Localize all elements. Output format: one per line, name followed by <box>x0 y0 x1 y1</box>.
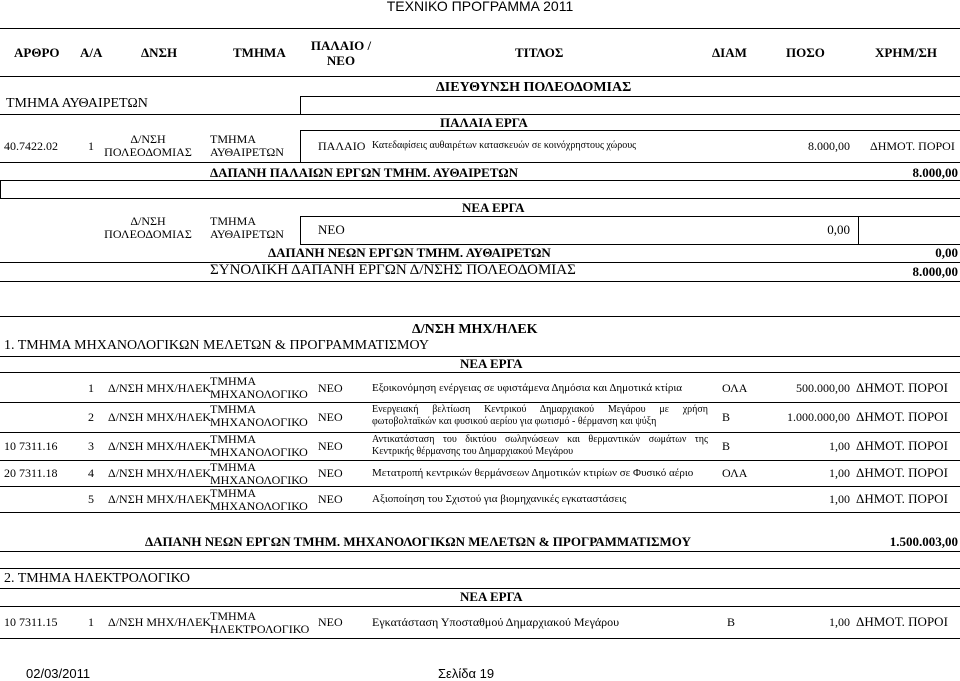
new-total-label: ΔΑΠΑΝΗ ΝΕΩΝ ΕΡΓΩΝ ΤΜΗΜ. ΑΥΘΑΙΡΕΤΩΝ <box>268 245 551 260</box>
diam-cell: ΟΛΑ <box>722 381 748 395</box>
amount-cell: 0,00 <box>827 222 850 237</box>
tmhma-cell-line2: ΑΥΘΑΙΡΕΤΩΝ <box>210 227 284 241</box>
tmhma-cell-line1: ΤΜΗΜΑ <box>210 432 257 446</box>
aa-cell: 1 <box>88 615 94 629</box>
title-cell-line1: Ενεργειακή βελτίωση Κεντρικού Δημαρχιακού Μεγάρου με χρήση <box>372 404 708 415</box>
section2-total-amount: 1.500.003,00 <box>889 534 958 549</box>
aa-cell: 3 <box>88 439 94 453</box>
tmhma-cell-line2: ΜΗΧΑΝΟΛΟΓΙΚΟ <box>210 499 308 513</box>
new-works-heading: ΝΕΑ ΕΡΓΑ <box>460 589 523 604</box>
type-cell: ΝΕΟ <box>318 492 343 506</box>
type-cell: ΝΕΟ <box>318 615 343 629</box>
dnsh-cell-line1: Δ/ΝΣΗ <box>130 214 166 228</box>
section2-total-label: ΔΑΠΑΝΗ ΝΕΩΝ ΕΡΓΩΝ ΤΜΗΜ. ΜΗΧΑΝΟΛΟΓΙΚΩΝ ΜΕΛΕΤΩΝ & ΠΡΟΓΡΑΜΜΑΤΙΣΜΟΥ <box>145 534 691 549</box>
rule <box>0 606 960 607</box>
old-works-heading: ΠΑΛΑΙΑ ΕΡΓΑ <box>440 115 528 130</box>
rule <box>0 568 960 569</box>
rule <box>300 96 301 114</box>
rule <box>858 216 859 244</box>
title-cell-line2: φωτοβολταϊκών και φυσικού αερίου για φωτισμό - θέρμανση και ψύξη <box>372 416 657 427</box>
tmhma-cell-line2: ΜΗΧΑΝΟΛΟΓΙΚΟ <box>210 473 308 487</box>
title-cell: Εγκατάσταση Υποσταθμού Δημαρχιακού Μεγάρου <box>372 615 620 629</box>
directorate-heading: ΔΙΕΥΘΥΝΣΗ ΠΟΛΕΟΔΟΜΙΑΣ <box>436 80 632 95</box>
rule <box>0 372 960 373</box>
aa-cell: 2 <box>88 410 94 424</box>
aa-cell: 5 <box>88 492 94 506</box>
rule <box>0 198 960 199</box>
header-top-border <box>0 28 960 29</box>
arthro-cell: 40.7422.02 <box>4 139 58 153</box>
grand-total-label: ΣΥΝΟΛΙΚΗ ΔΑΠΑΝΗ ΕΡΓΩΝ Δ/ΝΣΗΣ ΠΟΛΕΟΔΟΜΙΑΣ <box>210 262 576 278</box>
header-poso: ΠΟΣΟ <box>786 45 825 60</box>
amount-cell: 500.000,00 <box>796 381 850 395</box>
header-tmhma: ΤΜΗΜΑ <box>233 45 286 60</box>
tmhma-cell-line2: ΜΗΧΑΝΟΛΟΓΙΚΟ <box>210 387 308 401</box>
dnsh-cell: Δ/ΝΣΗ ΜΗΧ/ΗΛΕΚ <box>108 615 212 629</box>
dnsh-cell: Δ/ΝΣΗ ΜΗΧ/ΗΛΕΚ <box>108 492 212 506</box>
rule <box>0 180 960 181</box>
funding-cell: ΔΗΜΟΤ. ΠΟΡΟΙ <box>856 380 948 395</box>
type-cell: ΝΕΟ <box>318 439 343 453</box>
amount-cell: 8.000,00 <box>808 139 850 153</box>
row-divider <box>0 432 960 433</box>
dnsh-cell: Δ/ΝΣΗ ΜΗΧ/ΗΛΕΚ <box>108 410 212 424</box>
diam-cell: ΟΛΑ <box>722 466 748 480</box>
amount-cell: 1,00 <box>829 439 850 453</box>
amount-cell: 1.000.000,00 <box>787 410 850 424</box>
type-cell: ΝΕΟ <box>318 410 343 424</box>
dnsh-cell: Δ/ΝΣΗ ΜΗΧ/ΗΛΕΚ <box>108 466 212 480</box>
rule <box>300 216 301 244</box>
aa-cell: 1 <box>88 139 94 153</box>
rule <box>300 130 301 162</box>
dnsh-cell-line1: Δ/ΝΣΗ <box>130 132 166 146</box>
tmhma-cell-line2: ΗΛΕΚΤΡΟΛΟΓΙΚΟ <box>210 622 310 636</box>
type-cell: ΝΕΟ <box>318 381 343 395</box>
old-total-amount: 8.000,00 <box>912 165 958 180</box>
section-tmhma-title: ΤΜΗΜΑ ΑΥΘΑΙΡΕΤΩΝ <box>6 96 148 111</box>
funding-cell: ΔΗΜΟΤ. ΠΟΡΟΙ <box>856 438 948 453</box>
diam-cell: Β <box>722 410 731 424</box>
rule <box>0 638 960 639</box>
funding-cell: ΔΗΜΟΤ. ΠΟΡΟΙ <box>856 491 948 506</box>
title-cell: Εξοικονόμηση ενέργειας σε υφιστάμενα Δημόσια και Δημοτικά κτίρια <box>372 382 683 394</box>
aa-cell: 4 <box>88 466 94 480</box>
dnsh-cell-line2: ΠΟΛΕΟΔΟΜΙΑΣ <box>104 227 192 241</box>
header-xrhm: ΧΡΗΜ/ΣΗ <box>875 45 937 60</box>
rule <box>300 96 960 97</box>
title-cell: Κατεδαφίσεις αυθαιρέτων κατασκευών σε κοινόχρηστους χώρους <box>372 140 637 151</box>
header-palaio-neo-line1: ΠΑΛΑΙΟ / <box>310 38 372 53</box>
section-tmhma-title: 1. ΤΜΗΜΑ ΜΗΧΑΝΟΛΟΓΙΚΩΝ ΜΕΛΕΤΩΝ & ΠΡΟΓΡΑΜΜΑΤΙΣΜΟΥ <box>4 338 429 353</box>
directorate-heading: Δ/ΝΣΗ ΜΗΧ/ΗΛΕΚ <box>412 322 538 337</box>
header-aa: Α/Α <box>80 45 103 60</box>
footer-date: 02/03/2011 <box>26 666 91 681</box>
tmhma-cell-line2: ΜΗΧΑΝΟΛΟΓΙΚΟ <box>210 445 308 459</box>
tmhma-cell-line1: ΤΜΗΜΑ <box>210 460 257 474</box>
header-titlos: ΤΙΤΛΟΣ <box>515 45 564 60</box>
dnsh-cell: Δ/ΝΣΗ ΜΗΧ/ΗΛΕΚ <box>108 439 212 453</box>
row-divider <box>0 402 960 403</box>
tmhma-cell-line1: ΤΜΗΜΑ <box>210 486 257 500</box>
rule <box>300 216 960 217</box>
tmhma-cell-line2: ΜΗΧΑΝΟΛΟΓΙΚΟ <box>210 415 308 429</box>
title-cell-line1: Αντικατάσταση του δικτύου σωληνώσεων και θερμαντικών σωμάτων της <box>372 434 708 445</box>
row-divider <box>0 486 960 487</box>
tmhma-cell-line1: ΤΜΗΜΑ <box>210 214 257 228</box>
section-tmhma-title: 2. ΤΜΗΜΑ ΗΛΕΚΤΡΟΛΟΓΙΚΟ <box>4 571 190 586</box>
rule <box>0 551 960 552</box>
dnsh-cell-line2: ΠΟΛΕΟΔΟΜΙΑΣ <box>104 145 192 159</box>
arthro-cell: 10 7311.15 <box>4 615 58 629</box>
old-total-label: ΔΑΠΑΝΗ ΠΑΛΑΙΩΝ ΕΡΓΩΝ ΤΜΗΜ. ΑΥΘΑΙΡΕΤΩΝ <box>210 165 519 180</box>
header-dnsh: ΔΝΣΗ <box>141 45 178 60</box>
rule <box>0 180 1 198</box>
diam-cell: Β <box>722 439 731 453</box>
amount-cell: 1,00 <box>829 466 850 480</box>
new-works-heading: ΝΕΑ ΕΡΓΑ <box>462 200 525 215</box>
tmhma-cell-line2: ΑΥΘΑΙΡΕΤΩΝ <box>210 145 284 159</box>
title-cell: Αξιοποίηση του Σχιστού για βιομηχανικές εγκαταστάσεις <box>372 493 627 505</box>
rule <box>300 130 960 131</box>
arthro-cell: 20 7311.18 <box>4 466 58 480</box>
title-cell-line2: Κεντρικής θέρμανσης του Δημαρχιακού Μεγάρου <box>372 446 574 457</box>
funding-cell: ΔΗΜΟΤ. ΠΟΡΟΙ <box>870 139 955 153</box>
page-title: ΤΕΧΝΙΚΟ ΠΡΟΓΡΑΜΜΑ 2011 <box>386 0 574 14</box>
new-works-heading: ΝΕΑ ΕΡΓΑ <box>460 356 523 371</box>
header-diam: ΔΙΑΜ <box>712 45 747 60</box>
arthro-cell: 10 7311.16 <box>4 439 58 453</box>
dnsh-cell: Δ/ΝΣΗ ΜΗΧ/ΗΛΕΚ <box>108 381 212 395</box>
type-cell: ΝΕΟ <box>318 222 345 237</box>
new-total-amount: 0,00 <box>935 245 958 260</box>
tmhma-cell-line1: ΤΜΗΜΑ <box>210 402 257 416</box>
amount-cell: 1,00 <box>829 492 850 506</box>
grand-total-amount: 8.000,00 <box>912 264 958 279</box>
rule <box>0 316 960 317</box>
rule <box>0 162 960 163</box>
aa-cell: 1 <box>88 381 94 395</box>
type-cell: ΠΑΛΑΙΟ <box>318 139 366 153</box>
footer-page-number: Σελίδα 19 <box>438 666 495 681</box>
amount-cell: 1,00 <box>829 615 850 629</box>
funding-cell: ΔΗΜΟΤ. ΠΟΡΟΙ <box>856 465 948 480</box>
type-cell: ΝΕΟ <box>318 466 343 480</box>
row-divider <box>0 460 960 461</box>
title-cell: Μετατροπή κεντρικών θερμάνσεων Δημοτικών κτιρίων σε Φυσικό αέριο <box>372 467 694 479</box>
header-arthro: ΑΡΘΡΟ <box>14 45 60 60</box>
funding-cell: ΔΗΜΟΤ. ΠΟΡΟΙ <box>856 409 948 424</box>
diam-cell: Β <box>727 615 736 629</box>
tmhma-cell-line1: ΤΜΗΜΑ <box>210 374 257 388</box>
tmhma-cell-line1: ΤΜΗΜΑ <box>210 609 257 623</box>
header-palaio-neo-line2: ΝΕΟ <box>326 53 356 68</box>
tmhma-cell-line1: ΤΜΗΜΑ <box>210 132 257 146</box>
header-bottom-border <box>0 76 960 77</box>
funding-cell: ΔΗΜΟΤ. ΠΟΡΟΙ <box>856 614 948 629</box>
rule <box>0 281 960 282</box>
row-divider <box>0 512 960 513</box>
